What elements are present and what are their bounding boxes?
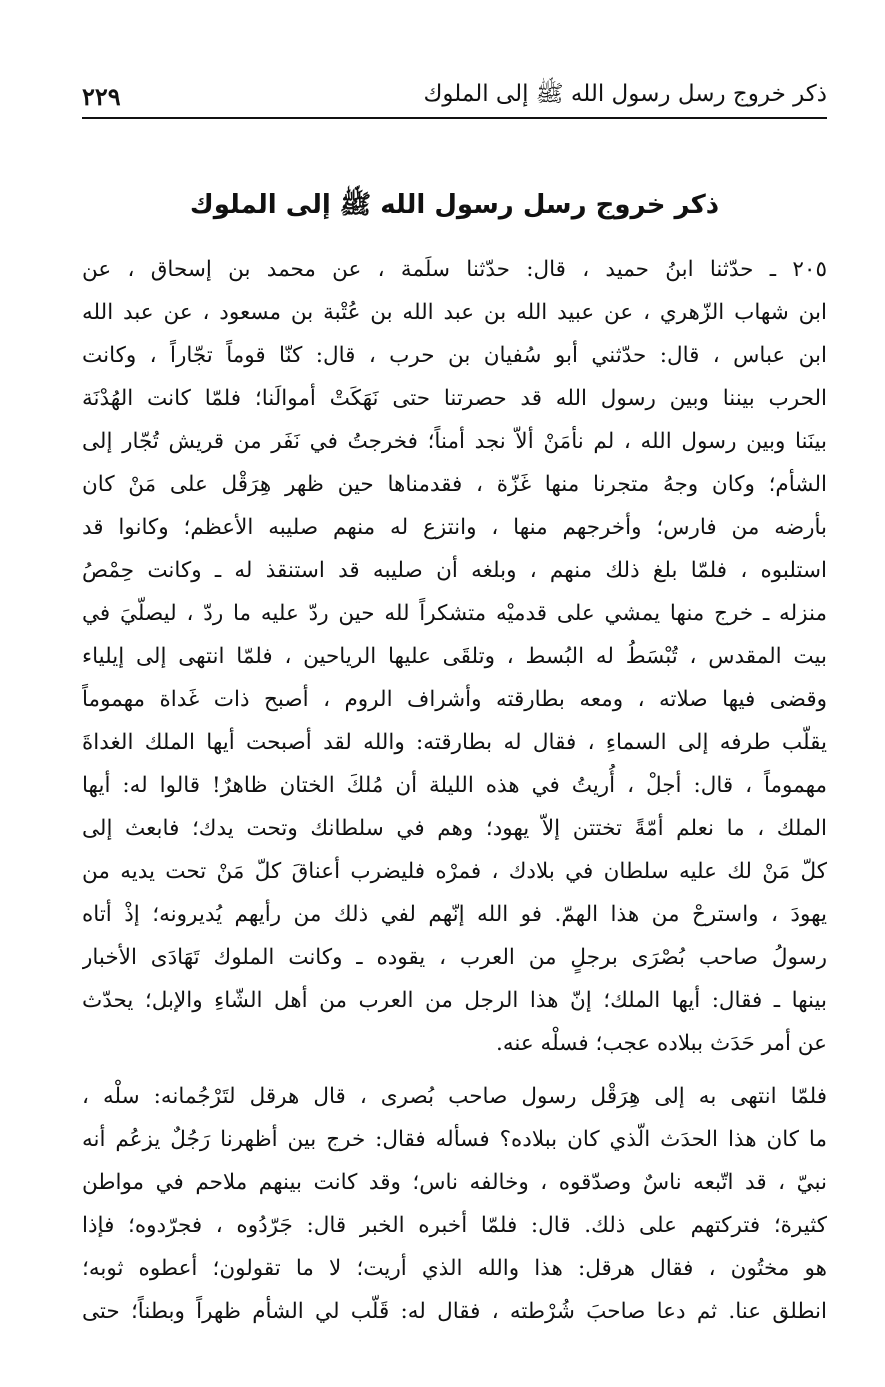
text-line: بينها ـ فقال: أيها الملك؛ إنّ هذا الرجل من العرب من أهل الشّاءِ والإبل؛ يحدّث	[82, 988, 827, 1013]
text-line: وقضى فيها صلاته ، ومعه بطارقته وأشراف الروم ، أصبح ذات غَداة مهموماً	[82, 687, 827, 712]
text-line: ما كان هذا الحدَث الّذي كان ببلاده؟ فسأله فقال: خرج بين أظهرنا رَجُلٌ يزعُم أنه	[82, 1127, 827, 1152]
text-line: ابن عباس ، قال: حدّثني أبو سُفيان بن حرب ، قال: كنّا قوماً تجّاراً ، وكانت	[82, 343, 827, 368]
text-line: يهودَ ، واسترحْ من هذا الهمّ. فو الله إنّهم لفي ذلك من رأيهم يُديرونه؛ إذْ أتاه	[82, 902, 827, 927]
text-line: استلبوه ، فلمّا بلغ ذلك منهم ، وبلغه أن صليبه قد استنقذ له ـ وكانت حِمْصُ	[82, 558, 827, 583]
text-line: ابن شهاب الزّهري ، عن عبيد الله بن عبد الله بن عُتْبة بن مسعود ، عن عبد الله	[82, 300, 827, 325]
text-line: فلمّا انتهى به إلى هِرَقْل رسول صاحب بُصرى ، قال هرقل لتَرْجُمانه: سلْه ،	[82, 1084, 827, 1109]
chapter-title: ذكر خروج رسل رسول الله ﷺ إلى الملوك	[189, 190, 720, 220]
text-line: الحرب بيننا وبين رسول الله قد حصرتنا حتى نَهَكَتْ أموالَنا؛ فلمّا كانت الهُدْنَة	[82, 386, 827, 411]
paragraph-1	[82, 248, 827, 1065]
page-number: ٢٢٩	[82, 81, 121, 111]
text-line: انطلق عنا. ثم دعا صاحبَ شُرْطته ، فقال له: قَلّب لي الشأم ظهراً وبطناً؛ حتى	[82, 1299, 827, 1324]
text-line: الملك ، ما نعلم أمّةً تختتن إلاّ يهود؛ وهم في سلطانك وتحت يدك؛ فابعث إلى	[82, 816, 827, 841]
header-rule	[82, 117, 827, 119]
text-line: كلّ مَنْ لك عليه سلطان في بلادك ، فمرْه فليضرب أعناقَ كلّ مَنْ تحت يديه من	[82, 859, 827, 884]
text-line: بيت المقدس ، تُبْسَطُ له البُسط ، وتلقَى عليها الرياحين ، فلمّا انتهى إلى إيلياء	[82, 644, 827, 669]
text-line: مهموماً ، قال: أجلْ ، أُريتُ في هذه الليلة أن مُلكَ الختان ظاهرٌ! قالوا له: أيها	[82, 773, 827, 798]
text-line: الشأم؛ وكان وجهُ متجرنا منها غَزّة ، فقدمناها حين ظهر هِرَقْل على مَنْ كان	[82, 472, 827, 497]
text-line: عن أمر حَدَث ببلاده عجب؛ فسلْه عنه.	[496, 1031, 827, 1056]
text-line: ٢٠٥ ـ حدّثنا ابنُ حميد ، قال: حدّثنا سلَمة ، عن محمد بن إسحاق ، عن	[82, 257, 827, 282]
text-line: بأرضه من فارس؛ وأخرجهم منها ، وانتزع له منهم صليبه الأعظم؛ وكانوا قد	[82, 515, 827, 540]
text-line: كثيرة؛ فتركتهم على ذلك. قال: فلمّا أخبره الخبر قال: جَرّدُوه ، فجرّدوه؛ فإذا	[82, 1213, 827, 1238]
text-line: نبيّ ، قد اتّبعه ناسٌ وصدّقوه ، وخالفه ناس؛ وقد كانت بينهم ملاحم في مواطن	[82, 1170, 827, 1195]
paragraph-2	[82, 1075, 827, 1333]
text-line: يقلّب طرفه إلى السماءِ ، فقال له بطارقته: والله لقد أصبحت أيها الملك الغداةَ	[82, 730, 827, 755]
body-text	[82, 248, 827, 1333]
paragraph-gap	[82, 1065, 827, 1075]
text-line: رسولُ صاحب بُصْرَى برجلٍ من العرب ، يقوده ـ وكانت الملوك تَهَادَى الأخبار	[82, 945, 827, 970]
text-line: بينَنا وبين رسول الله ، لم نأمَنْ ألاّ نجد أمناً؛ فخرجتُ في نَفَر من قريش تُجّار إلى	[82, 429, 827, 454]
running-header	[82, 78, 827, 114]
text-line: منزله ـ خرج منها يمشي على قدميْه متشكراً لله حين ردّ عليه ما ردّ ، ليصلّيَ في	[82, 601, 827, 626]
running-title: ذكر خروج رسل رسول الله ﷺ إلى الملوك	[423, 81, 827, 107]
text-line: هو مختُون ، فقال هرقل: هذا والله الذي أريت؛ لا ما تقولون؛ أعطوه ثوبه؛	[82, 1256, 827, 1281]
